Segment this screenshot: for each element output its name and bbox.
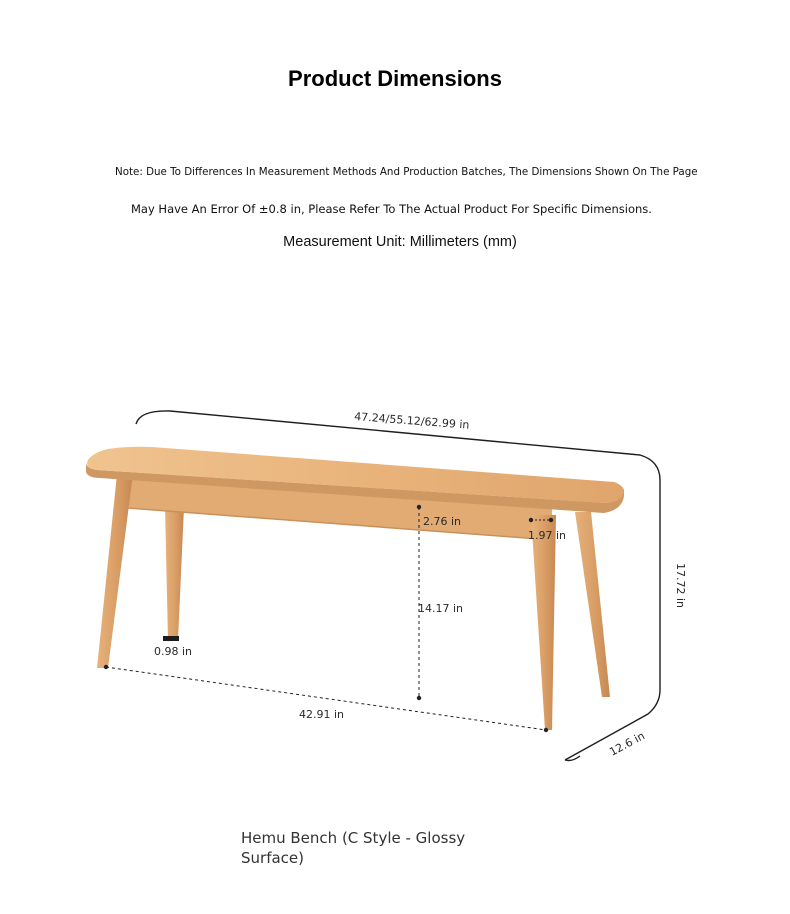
- bench-back-left-leg: [165, 507, 184, 640]
- measurement-note-line-2: May Have An Error Of ±0.8 in, Please Refer To The Actual Product For Specific Dimensions.: [131, 202, 652, 216]
- height-label: 17.72 in: [674, 563, 687, 609]
- leg-span-endpoint-right: [544, 728, 548, 732]
- apron-height-label: 2.76 in: [423, 515, 462, 528]
- leg-span-label: 42.91 in: [299, 708, 345, 721]
- depth-label: 12.6 in: [607, 729, 647, 759]
- page-title: Product Dimensions: [288, 66, 502, 91]
- length-label: 47.24/55.12/62.99 in: [353, 410, 470, 432]
- leg-span-endpoint-left: [104, 665, 108, 669]
- clearance-endpoint-top: [417, 505, 421, 509]
- clearance-endpoint-bottom: [417, 696, 421, 700]
- bench-front-left-leg: [97, 474, 133, 668]
- product-name: Hemu Bench (C Style - Glossy Surface): [241, 829, 466, 867]
- bench-front-right-leg: [531, 515, 556, 730]
- clearance-label: 14.17 in: [418, 602, 464, 615]
- measurement-note-line-1: Note: Due To Differences In Measurement Methods And Production Batches, The Dimensions Shown On The Page: [115, 166, 698, 178]
- leg-top-label: 1.97 in: [528, 529, 567, 542]
- measurement-unit: Measurement Unit: Millimeters (mm): [283, 234, 517, 250]
- bench-back-right-leg: [575, 512, 610, 697]
- leg-foot-marker: [163, 636, 179, 641]
- leg-foot-label: 0.98 in: [154, 645, 193, 658]
- leg-top-endpoint-left: [529, 518, 533, 522]
- leg-top-endpoint-right: [549, 518, 553, 522]
